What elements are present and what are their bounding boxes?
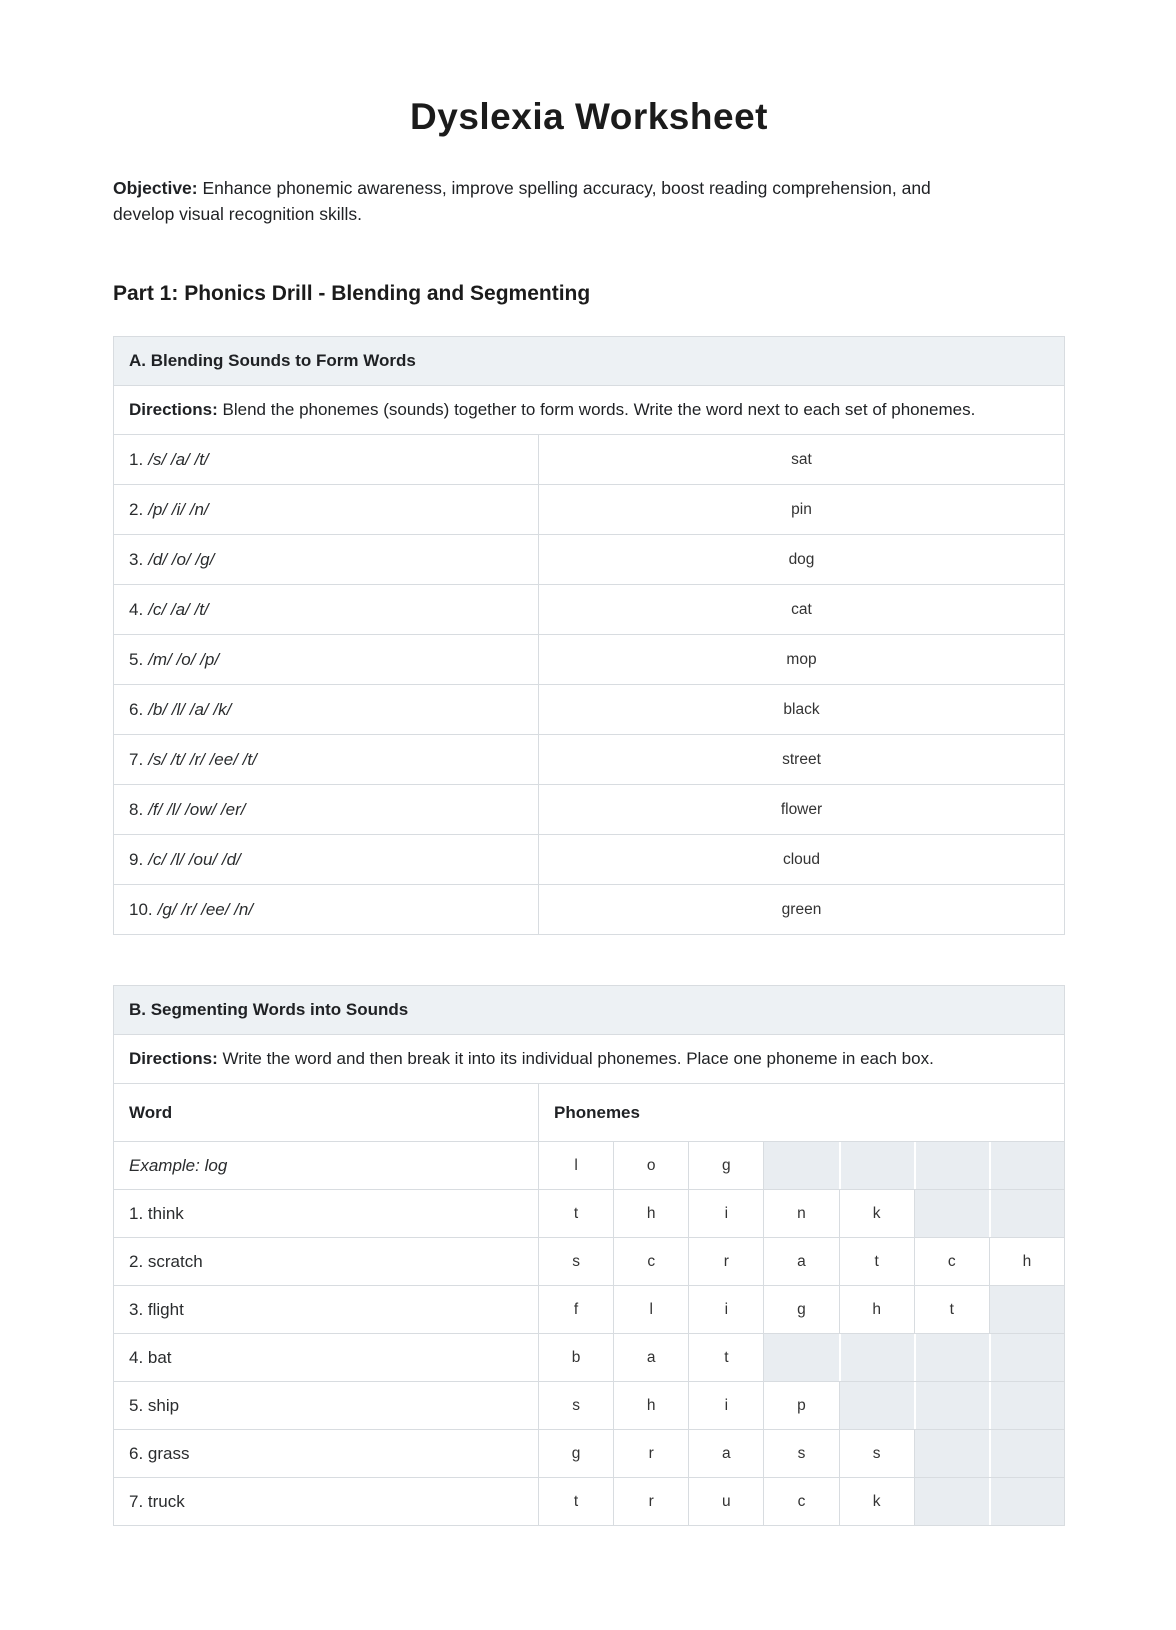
phoneme-cell: h (989, 1238, 1064, 1285)
worksheet-page (113, 0, 1065, 1526)
phoneme-set-number: 7. (129, 749, 144, 769)
blended-word-cell: sat (538, 435, 1064, 484)
phoneme-empty-cell (989, 1286, 1064, 1333)
phoneme-set-text: /f/ /l/ /ow/ /er/ (148, 799, 246, 819)
word-cell: 7. truck (129, 1491, 185, 1511)
phoneme-set-number: 2. (129, 499, 144, 519)
blended-word-cell: mop (538, 635, 1064, 684)
phoneme-empty-cell (839, 1382, 914, 1429)
word-cell: 4. bat (129, 1347, 172, 1367)
segmenting-row (114, 1381, 1064, 1429)
blending-row (114, 884, 1064, 934)
segmenting-row (114, 1189, 1064, 1237)
phoneme-empty-cell (989, 1142, 1064, 1189)
blended-word-cell: dog (538, 535, 1064, 584)
blending-table (113, 336, 1065, 935)
phoneme-cell: k (839, 1190, 914, 1237)
segmenting-row (114, 1429, 1064, 1477)
section-b-directions-label: Directions: (129, 1049, 218, 1068)
section-b-directions-text: Write the word and then break it into its individual phonemes. Place one phoneme in each box. (222, 1049, 934, 1068)
phoneme-set-cell (114, 535, 538, 584)
phoneme-cell: s (763, 1430, 838, 1477)
phoneme-set-text: /d/ /o/ /g/ (148, 549, 215, 569)
word-cell: 6. grass (129, 1443, 190, 1463)
phoneme-set-cell (114, 585, 538, 634)
word-cell: 3. flight (129, 1299, 184, 1319)
phoneme-cell: h (613, 1190, 688, 1237)
blending-row (114, 534, 1064, 584)
blended-word-cell: pin (538, 485, 1064, 534)
phoneme-cell: a (763, 1238, 838, 1285)
phoneme-cell: s (538, 1238, 613, 1285)
phoneme-cell: l (538, 1142, 613, 1189)
phoneme-set-number: 5. (129, 649, 144, 669)
objective-text: Enhance phonemic awareness, improve spelling accuracy, boost reading comprehension, and develop visual recognition skills. (113, 178, 931, 224)
phoneme-set-text: /c/ /l/ /ou/ /d/ (148, 849, 241, 869)
blending-rows (114, 434, 1064, 934)
phoneme-empty-cell (914, 1334, 989, 1381)
blending-row (114, 834, 1064, 884)
phoneme-set-cell (114, 735, 538, 784)
phoneme-empty-cell (989, 1334, 1064, 1381)
phoneme-cell: t (839, 1238, 914, 1285)
phoneme-cell: t (538, 1478, 613, 1525)
phoneme-empty-cell (989, 1382, 1064, 1429)
phoneme-cell: l (613, 1286, 688, 1333)
phoneme-set-cell (114, 435, 538, 484)
phoneme-set-number: 10. (129, 899, 153, 919)
phoneme-set-cell (114, 635, 538, 684)
phoneme-cell: a (613, 1334, 688, 1381)
segmenting-table (113, 985, 1065, 1526)
phoneme-cell: i (688, 1286, 763, 1333)
phoneme-set-text: /m/ /o/ /p/ (148, 649, 220, 669)
phoneme-cell: r (613, 1430, 688, 1477)
phoneme-set-text: /c/ /a/ /t/ (148, 599, 209, 619)
word-cell: 2. scratch (129, 1251, 203, 1271)
phoneme-cell: t (538, 1190, 613, 1237)
phoneme-set-number: 1. (129, 449, 144, 469)
segmenting-row (114, 1141, 1064, 1189)
phoneme-empty-cell (989, 1478, 1064, 1525)
phoneme-empty-cell (763, 1142, 838, 1189)
phoneme-cell: o (613, 1142, 688, 1189)
blended-word-cell: black (538, 685, 1064, 734)
phoneme-set-number: 3. (129, 549, 144, 569)
segmenting-row (114, 1477, 1064, 1525)
phoneme-set-cell (114, 885, 538, 934)
section-b-header-label: B. Segmenting Words into Sounds (129, 1000, 409, 1019)
segmenting-row (114, 1237, 1064, 1285)
phoneme-empty-cell (839, 1334, 914, 1381)
word-cell: 5. ship (129, 1395, 180, 1415)
phoneme-empty-cell (914, 1382, 989, 1429)
phoneme-cell: i (688, 1382, 763, 1429)
phoneme-cell: r (613, 1478, 688, 1525)
phoneme-cell: c (914, 1238, 989, 1285)
blending-row (114, 784, 1064, 834)
phoneme-cell: h (613, 1382, 688, 1429)
phoneme-empty-cell (914, 1190, 989, 1237)
blended-word-cell: street (538, 735, 1064, 784)
section-b-directions (114, 1034, 1064, 1083)
phoneme-set-text: /b/ /l/ /a/ /k/ (148, 699, 232, 719)
phoneme-set-text: /s/ /a/ /t/ (148, 449, 209, 469)
page-title: Dyslexia Worksheet (410, 96, 768, 137)
phoneme-cell: c (763, 1478, 838, 1525)
blending-row (114, 684, 1064, 734)
phoneme-cell: g (538, 1430, 613, 1477)
objective-label: Objective: (113, 178, 198, 198)
phoneme-set-text: /g/ /r/ /ee/ /n/ (157, 899, 254, 919)
word-cell: Example: log (129, 1155, 228, 1175)
phoneme-set-number: 8. (129, 799, 144, 819)
blending-row (114, 634, 1064, 684)
phoneme-empty-cell (914, 1430, 989, 1477)
segmenting-rows (114, 1141, 1064, 1525)
phoneme-set-number: 9. (129, 849, 144, 869)
phoneme-empty-cell (763, 1334, 838, 1381)
phoneme-cell: g (763, 1286, 838, 1333)
section-b-header (114, 986, 1064, 1034)
section-a-directions-text: Blend the phonemes (sounds) together to form words. Write the word next to each set of phonemes. (222, 400, 976, 419)
phoneme-cell: n (763, 1190, 838, 1237)
phoneme-cell: a (688, 1430, 763, 1477)
blending-row (114, 484, 1064, 534)
phoneme-cell: f (538, 1286, 613, 1333)
segmenting-row (114, 1333, 1064, 1381)
phoneme-cell: b (538, 1334, 613, 1381)
phoneme-empty-cell (989, 1430, 1064, 1477)
phoneme-cell: s (839, 1430, 914, 1477)
blending-row (114, 734, 1064, 784)
phoneme-set-text: /s/ /t/ /r/ /ee/ /t/ (148, 749, 257, 769)
phoneme-set-number: 4. (129, 599, 144, 619)
phoneme-empty-cell (914, 1478, 989, 1525)
section-a-header (114, 337, 1064, 385)
word-column-header: Word (129, 1102, 173, 1122)
phoneme-empty-cell (914, 1142, 989, 1189)
phoneme-cell: h (839, 1286, 914, 1333)
phoneme-cell: r (688, 1238, 763, 1285)
section-a-directions (114, 385, 1064, 434)
objective-paragraph (113, 175, 948, 227)
phoneme-cell: g (688, 1142, 763, 1189)
blended-word-cell: cloud (538, 835, 1064, 884)
phoneme-cell: s (538, 1382, 613, 1429)
phoneme-cell: k (839, 1478, 914, 1525)
phoneme-cell: u (688, 1478, 763, 1525)
part1-heading: Part 1: Phonics Drill - Blending and Segmenting (113, 282, 591, 305)
section-a-directions-label: Directions: (129, 400, 218, 419)
phoneme-cell: t (688, 1334, 763, 1381)
segmenting-row (114, 1285, 1064, 1333)
blended-word-cell: flower (538, 785, 1064, 834)
segmenting-column-headers (114, 1083, 1064, 1141)
blending-row (114, 434, 1064, 484)
phoneme-set-cell (114, 785, 538, 834)
blending-row (114, 584, 1064, 634)
phoneme-set-cell (114, 835, 538, 884)
blended-word-cell: cat (538, 585, 1064, 634)
phoneme-set-cell (114, 485, 538, 534)
phoneme-empty-cell (989, 1190, 1064, 1237)
phoneme-cell: t (914, 1286, 989, 1333)
blended-word-cell: green (538, 885, 1064, 934)
phoneme-set-cell (114, 685, 538, 734)
phonemes-column-header: Phonemes (538, 1084, 1064, 1141)
section-a-header-label: A. Blending Sounds to Form Words (129, 351, 416, 370)
phoneme-cell: i (688, 1190, 763, 1237)
phoneme-empty-cell (839, 1142, 914, 1189)
phoneme-set-text: /p/ /i/ /n/ (148, 499, 209, 519)
phoneme-set-number: 6. (129, 699, 144, 719)
phoneme-cell: p (763, 1382, 838, 1429)
phoneme-cell: c (613, 1238, 688, 1285)
word-cell: 1. think (129, 1203, 184, 1223)
